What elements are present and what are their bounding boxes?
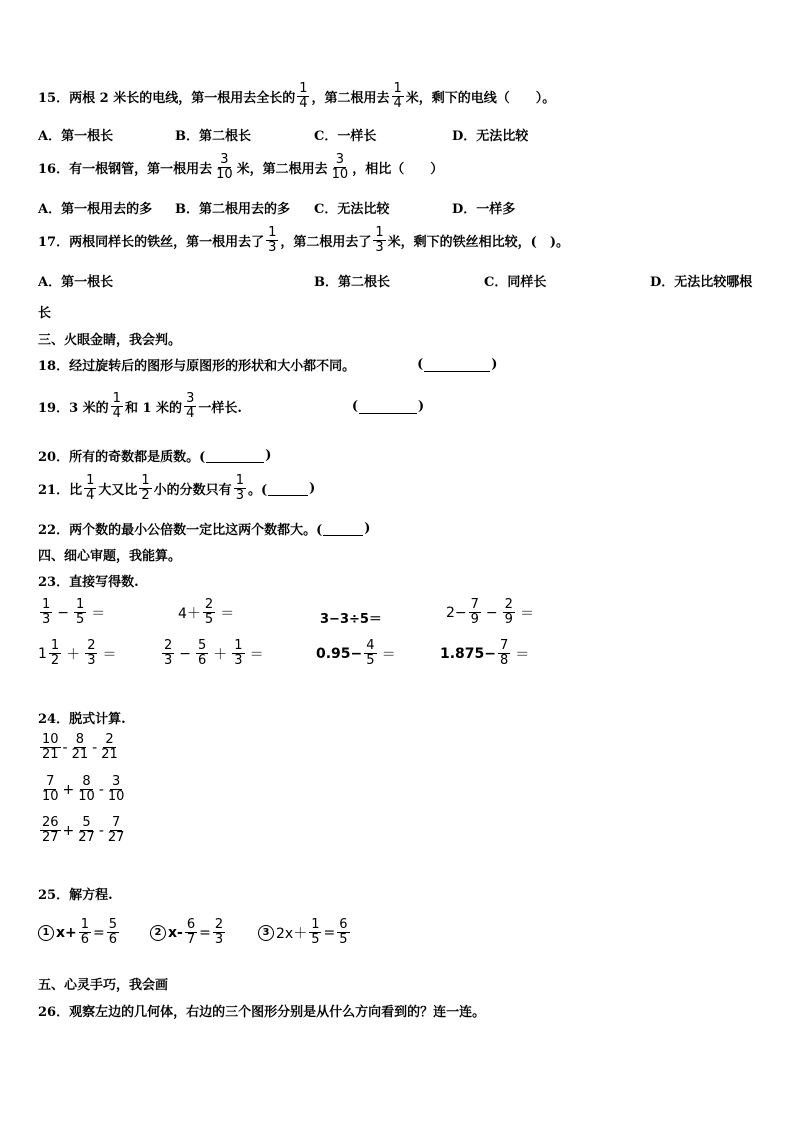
section-heading-5: 五、心灵手巧，我会画 xyxy=(38,978,169,993)
circled-number: 2 xyxy=(150,925,166,941)
equation-1: 1 x+ $\frac{1}{6}$ = $\frac{5}{6}$ xyxy=(38,918,121,948)
question-20: 20．所有的奇数都是质数。( ) xyxy=(38,448,272,465)
option-c: C．无法比较 xyxy=(314,202,390,217)
equation-2: 2 x- $\frac{6}{7}$ = $\frac{2}{3}$ xyxy=(150,918,227,948)
option-a: A．第一根长 xyxy=(38,129,114,144)
option-b: B．第二根用去的多 xyxy=(175,202,290,217)
calc-r1c1: $\frac{1}{3}$ − $\frac{1}{5}$ ＝ xyxy=(42,597,106,628)
fraction: $\frac{1}{4}$ xyxy=(112,391,121,422)
fraction: $\frac{1}{4}$ xyxy=(299,81,308,112)
option-d-wrap: 长 xyxy=(38,306,52,321)
question-25-title: 25．解方程. xyxy=(38,888,113,903)
answer-blank[interactable] xyxy=(359,399,417,414)
calc-r1c2: 4＋ $\frac{2}{5}$ ＝ xyxy=(178,597,235,628)
question-15: 15．两根 2 米长的电线，第一根用去全长的 $\frac{1}{4}$ ，第二根用去 $\frac{1}{4}$ 米，剩下的电线（ ）。 xyxy=(38,81,556,112)
section-heading-4: 四、细心审题，我能算。 xyxy=(38,549,182,564)
answer-blank[interactable] xyxy=(424,357,490,372)
fraction: $\frac{1}{2}$ xyxy=(141,473,150,504)
circled-number: 1 xyxy=(38,925,54,941)
option-c: C．同样长 xyxy=(484,275,547,290)
question-17: 17．两根同样长的铁丝，第一根用去了 $\frac{1}{3}$ ，第二根用去了 $\frac{1}{3}$ 米，剩下的铁丝相比较，( )。 xyxy=(38,225,569,256)
fraction: $\frac{1}{3}$ xyxy=(268,225,277,256)
question-16: 16．有一根钢管，第一根用去 $\frac{3}{10}$ 米，第二根用去 $\frac{3}{10}$ ，相比（ ） xyxy=(38,152,444,183)
question-21: 21．比 $\frac{1}{4}$ 大又比 $\frac{1}{2}$ 小的分数只有 $\frac{1}{3}$ 。( ) xyxy=(38,473,316,504)
option-b: B．第二根长 xyxy=(175,129,251,144)
question-18: 18．经过旋转后的图形与原图形的形状和大小都不同。 ( ) xyxy=(38,357,498,374)
fraction: $\frac{1}{4}$ xyxy=(393,81,402,112)
question-19: 19．3 米的 $\frac{1}{4}$ 和 1 米的 $\frac{3}{4}$ 一样长. ( ) xyxy=(38,391,425,422)
option-d: D．一样多 xyxy=(452,202,516,217)
calc-r2c3: 0.95− $\frac{4}{5}$ ＝ xyxy=(316,638,396,669)
answer-blank[interactable] xyxy=(323,521,363,536)
question-23-title: 23．直接写得数. xyxy=(38,575,139,590)
fraction: $\frac{3}{10}$ xyxy=(331,152,349,183)
option-a: A．第一根长 xyxy=(38,275,114,290)
expr-2: $\frac{7}{10}$ + $\frac{8}{10}$ - $\frac{3}{10}$ xyxy=(42,774,125,805)
expr-3: $\frac{26}{27}$ + $\frac{5}{27}$ - $\frac{7}{27}$ xyxy=(42,815,125,846)
option-b: B．第二根长 xyxy=(314,275,390,290)
fraction: $\frac{3}{4}$ xyxy=(186,391,195,422)
fraction: $\frac{1}{3}$ xyxy=(375,225,384,256)
fraction: $\frac{1}{4}$ xyxy=(86,473,95,504)
calc-r2c1: 1 $\frac{1}{2}$ ＋ $\frac{2}{3}$ ＝ xyxy=(38,638,117,669)
calc-r1c3: 3−3÷5＝ xyxy=(320,612,382,627)
answer-blank[interactable] xyxy=(268,481,308,496)
section-heading-3: 三、火眼金睛，我会判。 xyxy=(38,333,182,348)
equation-3: 3 2x＋ $\frac{1}{5}$ = $\frac{6}{5}$ xyxy=(258,918,352,948)
calc-r2c2: $\frac{2}{3}$ − $\frac{5}{6}$ ＋ $\frac{1}{3}$ ＝ xyxy=(164,638,264,669)
calc-r2c4: 1.875− $\frac{7}{8}$ ＝ xyxy=(440,638,530,669)
circled-number: 3 xyxy=(258,925,274,941)
calc-r1c4: 2− $\frac{7}{9}$ − $\frac{2}{9}$ ＝ xyxy=(446,597,534,628)
option-c: C．一样长 xyxy=(314,129,377,144)
option-d: D．无法比较 xyxy=(452,129,529,144)
option-d: D．无法比较哪根 xyxy=(650,275,753,290)
answer-blank[interactable] xyxy=(206,448,264,463)
question-24-title: 24．脱式计算. xyxy=(38,712,126,727)
question-22: 22．两个数的最小公倍数一定比这两个数都大。( ) xyxy=(38,521,371,538)
fraction: $\frac{1}{3}$ xyxy=(235,473,244,504)
question-26: 26．观察左边的几何体，右边的三个图形分别是从什么方向看到的？连一连。 xyxy=(38,1005,486,1020)
option-a: A．第一根用去的多 xyxy=(38,202,153,217)
expr-1: $\frac{10}{21}$ - $\frac{8}{21}$ - $\frac{2}{21}$ xyxy=(42,732,118,763)
fraction: $\frac{3}{10}$ xyxy=(216,152,233,183)
